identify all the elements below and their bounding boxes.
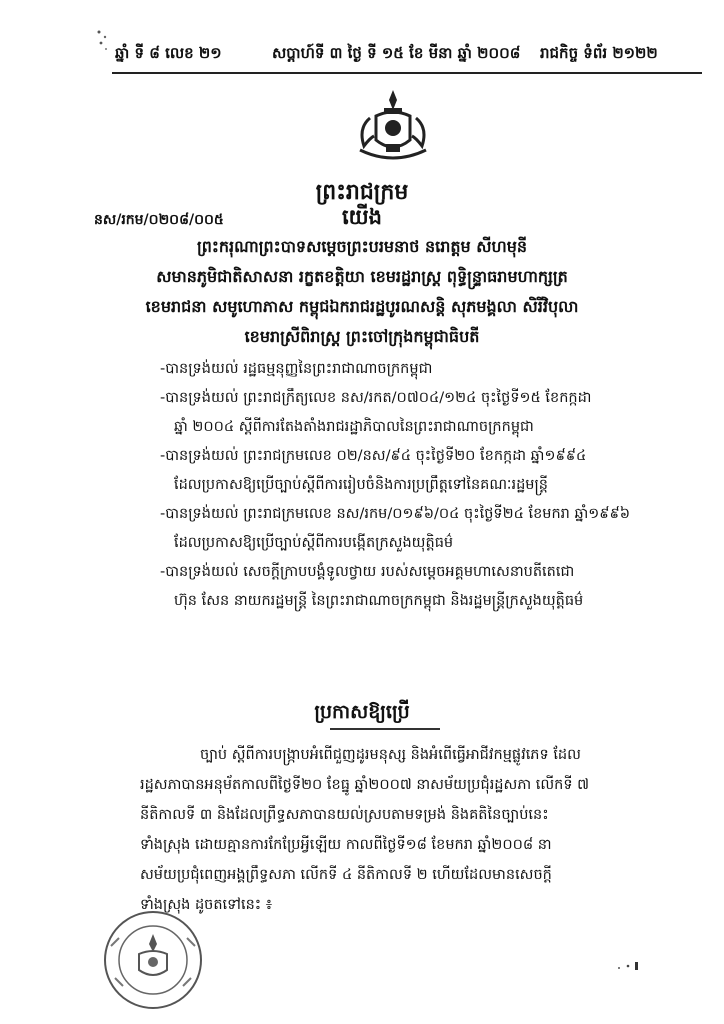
body-line: រដ្ឋសភាបានអនុម័តកាលពីថ្ងៃទី២០ ខែធ្នូ ឆ្នាំ២០០៧ នាសម័យប្រជុំរដ្ឋសភា លើកទី ៧ — [140, 777, 590, 793]
gazette-date: សប្តាហ៍ទី ៣ ថ្ងៃ ទី ១៥ ខែ មីនា ឆ្នាំ ២០០៨ — [272, 44, 521, 62]
visa-item — [160, 500, 720, 558]
visa-line: -បានទ្រង់យល់ ព្រះរាជក្រមលេខ នស/រកម/០១៩៦/០៤ ចុះថ្ងៃទី២៤ ខែមករា ឆ្នាំ១៩៩៦ — [160, 506, 631, 522]
visa-line: ហ៊ុន សែន នាយករដ្ឋមន្ត្រី នៃព្រះរាជាណាចក្រកម្ពុជា និងរដ្ឋមន្ត្រីក្រសួងយុត្តិធម៌ — [174, 593, 584, 609]
visa-line: ឆ្នាំ ២០០៤ ស្តីពីការតែងតាំងរាជរដ្ឋាភិបាលនៃព្រះរាជាណាចក្រកម្ពុជា — [174, 419, 534, 435]
visa-item — [160, 355, 720, 384]
visa-line: ដែលប្រកាសឱ្យប្រើច្បាប់ស្តីពីការរៀបចំនិងការប្រព្រឹត្តទៅនៃគណៈរដ្ឋមន្ត្រី — [174, 477, 549, 493]
visa-item — [160, 384, 720, 442]
royal-title-line: ខេមរាស្រីពិរាស្ត្រ ព្រះចៅក្រុងកម្ពុជាធិបតី — [244, 327, 480, 346]
document-title: ព្រះរាជក្រម — [315, 180, 409, 205]
visa-line: ដែលប្រកាសឱ្យប្រើច្បាប់ស្តីពីការបង្កើតក្រសួងយុត្តិធម៌ — [174, 535, 454, 551]
visa-item — [160, 442, 720, 500]
royal-title-line: ខេមរាជនា សមូហោភាស កម្ពុជឯករាជរដ្ឋបូរណសន្តិ សុភមង្គលា សិរីវិបុលា — [145, 297, 579, 316]
visa-line: -បានទ្រង់យល់ សេចក្តីក្រាបបង្គំទូលថ្វាយ របស់សម្តេចអគ្គមហាសេនាបតីតេជោ — [160, 564, 575, 580]
body-line: សម័យប្រជុំពេញអង្គព្រឹទ្ធសភា លើកទី ៤ នីតិកាលទី ២ ហើយដែលមានសេចក្តី — [140, 867, 552, 883]
royal-emblem-icon — [348, 88, 438, 166]
scan-speck — [96, 28, 110, 54]
body-line: ទាំងស្រុង ដូចតទៅនេះ ៖ — [140, 897, 273, 913]
visa-item — [160, 558, 720, 616]
visa-line: -បានទ្រង់យល់ ព្រះរាជក្រឹត្យលេខ នស/រកត/០៧០៤/១២៤ ចុះថ្ងៃទី១៥ ខែកក្កដា — [160, 390, 592, 406]
body-line: ច្បាប់ ស្តីពីការបង្ក្រាបអំពើជួញដូរមនុស្ស និងអំពើធ្វើអាជីវកម្មផ្លូវភេទ ដែល — [200, 747, 581, 763]
proclamation-body — [140, 740, 700, 920]
gazette-year-issue: ឆ្នាំ ទី ៨ លេខ ២១ — [115, 44, 222, 62]
visa-line: -បានទ្រង់យល់ រដ្ឋធម្មនុញ្ញនៃព្រះរាជាណាចក្រកម្ពុជា — [160, 361, 433, 377]
proclamation-heading: ប្រកាសឱ្យប្រើ — [314, 701, 410, 723]
scan-speck — [616, 960, 646, 977]
document-subtitle: យើង — [342, 205, 382, 229]
body-line: នីតិកាលទី ៣ និងដែលព្រឹទ្ធសភាបានយល់ស្របតាមទម្រង់ និងគតិនៃច្បាប់នេះ — [140, 807, 549, 823]
official-seal-icon — [97, 908, 209, 1012]
body-line: ទាំងស្រុង ដោយគ្មានការកែប្រែអ្វីឡើយ កាលពីថ្ងៃទី១៨ ខែមករា ឆ្នាំ២០០៨ នា — [140, 837, 552, 853]
visa-line: -បានទ្រង់យល់ ព្រះរាជក្រមលេខ ០២/នស/៩៤ ចុះថ្ងៃទី២០ ខែកក្កដា ឆ្នាំ១៩៩៤ — [160, 448, 587, 464]
royal-title-block — [0, 232, 724, 352]
visa-list — [160, 355, 720, 616]
royal-title-line: សមានភូមិជាតិសាសនា រក្ខតខត្តិយា ខេមរដ្ឋរាស្ត្រ ពុទ្ធិន្ទ្រាធរាមហាក្សត្រ — [156, 267, 568, 286]
reference-number: នស/រកម/០២០៨/០០៥ — [94, 212, 224, 228]
royal-title-line: ព្រះករុណាព្រះបាទសម្តេចព្រះបរមនាថ នរោត្តម សីហមុនី — [196, 237, 528, 256]
header-rule — [112, 72, 702, 74]
proclamation-underline — [330, 728, 440, 730]
gazette-page: រាជកិច្ច ទំព័រ ២១២២ — [540, 44, 658, 62]
